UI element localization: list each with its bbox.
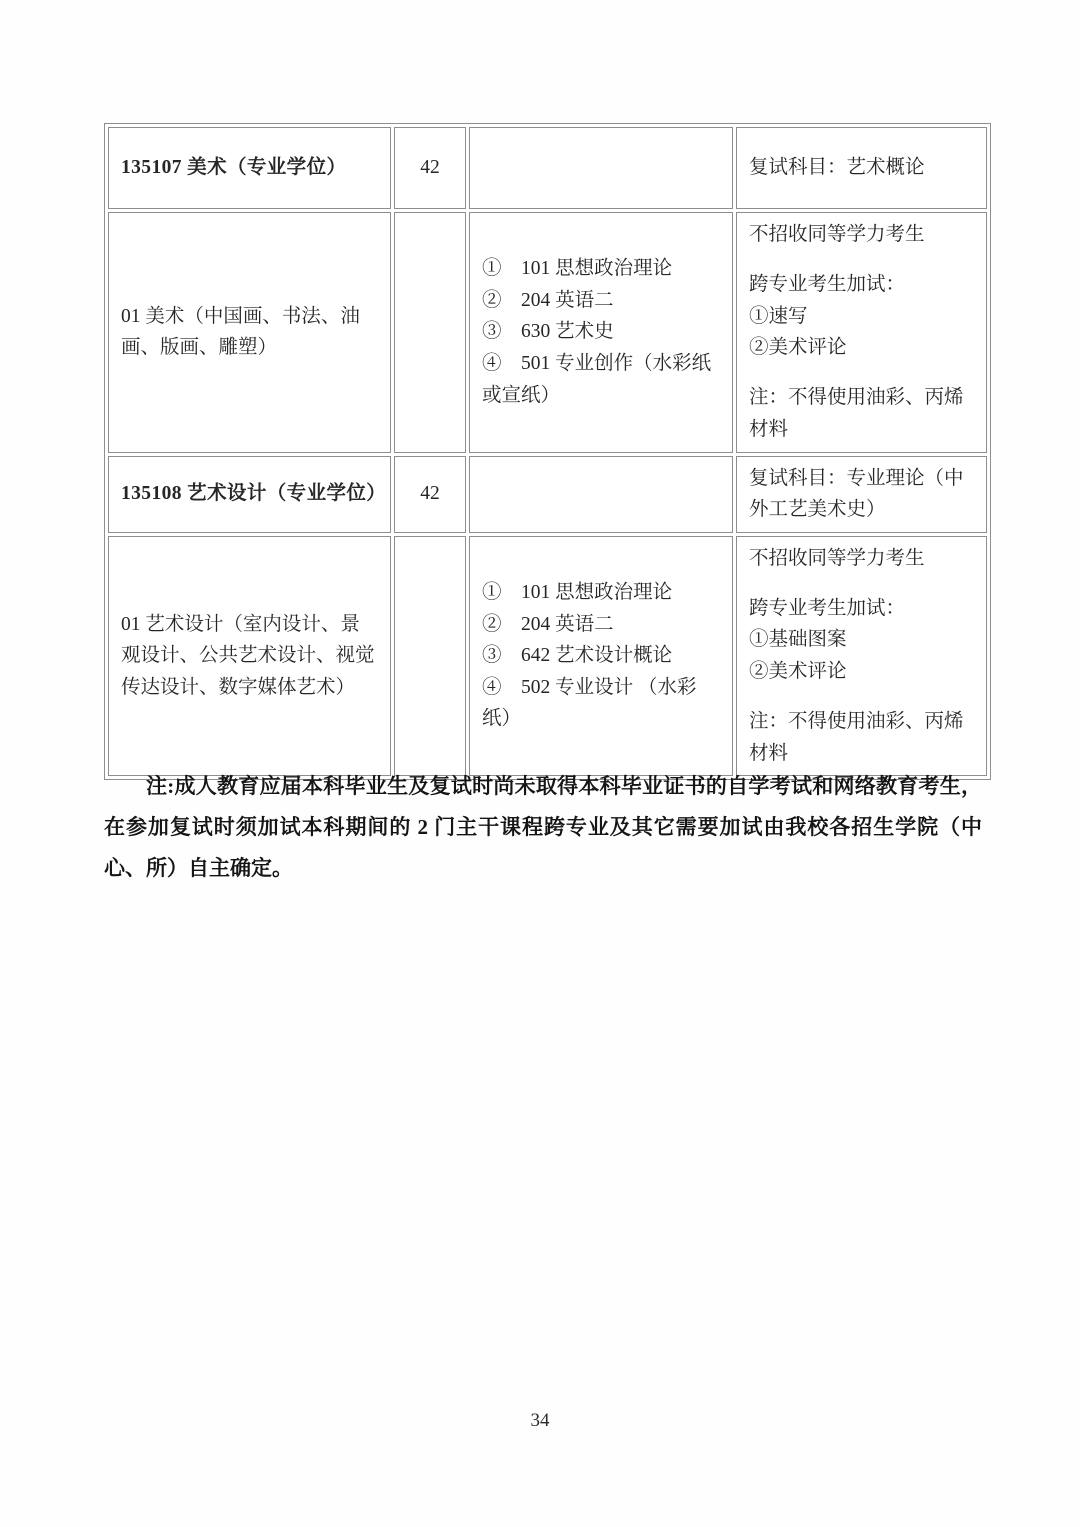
research-direction-cell: 01 艺术设计（室内设计、景观设计、公共艺术设计、视觉传达设计、数字媒体艺术） [108,536,391,777]
exam-subject-line: ① 101 思想政治理论 [482,258,673,280]
remarks-cell [736,536,987,777]
remark-line: ②美术评论 [749,337,847,359]
major-name-cell: 135107 美术（专业学位） [108,127,391,209]
table-row [108,536,987,777]
admissions-table-container [104,123,974,780]
enrollment-quota-cell: 42 [394,127,466,209]
exam-subjects-cell [469,127,733,209]
remark-spacer [749,251,974,270]
remark-line: 注：不得使用油彩、丙烯材料 [749,711,964,764]
remark-line: 不招收同等学力考生 [749,547,925,569]
footnote-paragraph: 注:成人教育应届本科毕业生及复试时尚未取得本科毕业证书的自学考试和网络教育考生，在参加复试时须加试本科期间的 2 门主干课程跨专业及其它需要加试由我校各招生学院（中心、所）自主确定。 [104,774,982,880]
remark-line: ①速写 [749,305,808,327]
remark-line: 注：不得使用油彩、丙烯材料 [749,387,964,440]
exam-subject-line: ③ 630 艺术史 [482,321,614,343]
enrollment-quota-cell: 42 [394,456,466,533]
exam-subject-line: ③ 642 艺术设计概论 [482,645,673,667]
remark-line: 跨专业考生加试： [749,274,906,296]
admissions-table-body [108,127,987,776]
remark-spacer [749,687,974,706]
exam-subject-line: ② 204 英语二 [482,289,614,311]
remark-line: 跨专业考生加试： [749,597,906,619]
exam-subjects-cell [469,212,733,453]
page-number: 34 [530,1410,550,1431]
remark-spacer [749,574,974,593]
remark-line: 不招收同等学力考生 [749,224,925,245]
enrollment-quota-cell [394,536,466,777]
remarks-cell: 复试科目：专业理论（中外工艺美术史） [736,456,987,533]
remark-spacer [749,364,974,383]
admissions-table [104,123,991,780]
exam-subject-line: ① 101 思想政治理论 [482,581,673,603]
exam-subject-line: ④ 501 专业创作（水彩纸或宣纸） [482,353,712,406]
exam-subjects-cell [469,536,733,777]
enrollment-quota-cell [394,212,466,453]
remarks-cell: 复试科目：艺术概论 [736,127,987,209]
research-direction-cell: 01 美术（中国画、书法、油画、版画、雕塑） [108,212,391,453]
exam-subjects-cell [469,456,733,533]
table-row [108,212,987,453]
remark-line: ①基础图案 [749,629,847,651]
exam-subject-line: ④ 502 专业设计 （水彩纸） [482,676,697,730]
table-row [108,127,987,209]
remark-line: ②美术评论 [749,660,847,682]
major-name-cell: 135108 艺术设计（专业学位） [108,456,391,533]
remarks-cell [736,212,987,453]
table-row [108,456,987,533]
exam-subject-line: ② 204 英语二 [482,613,614,635]
